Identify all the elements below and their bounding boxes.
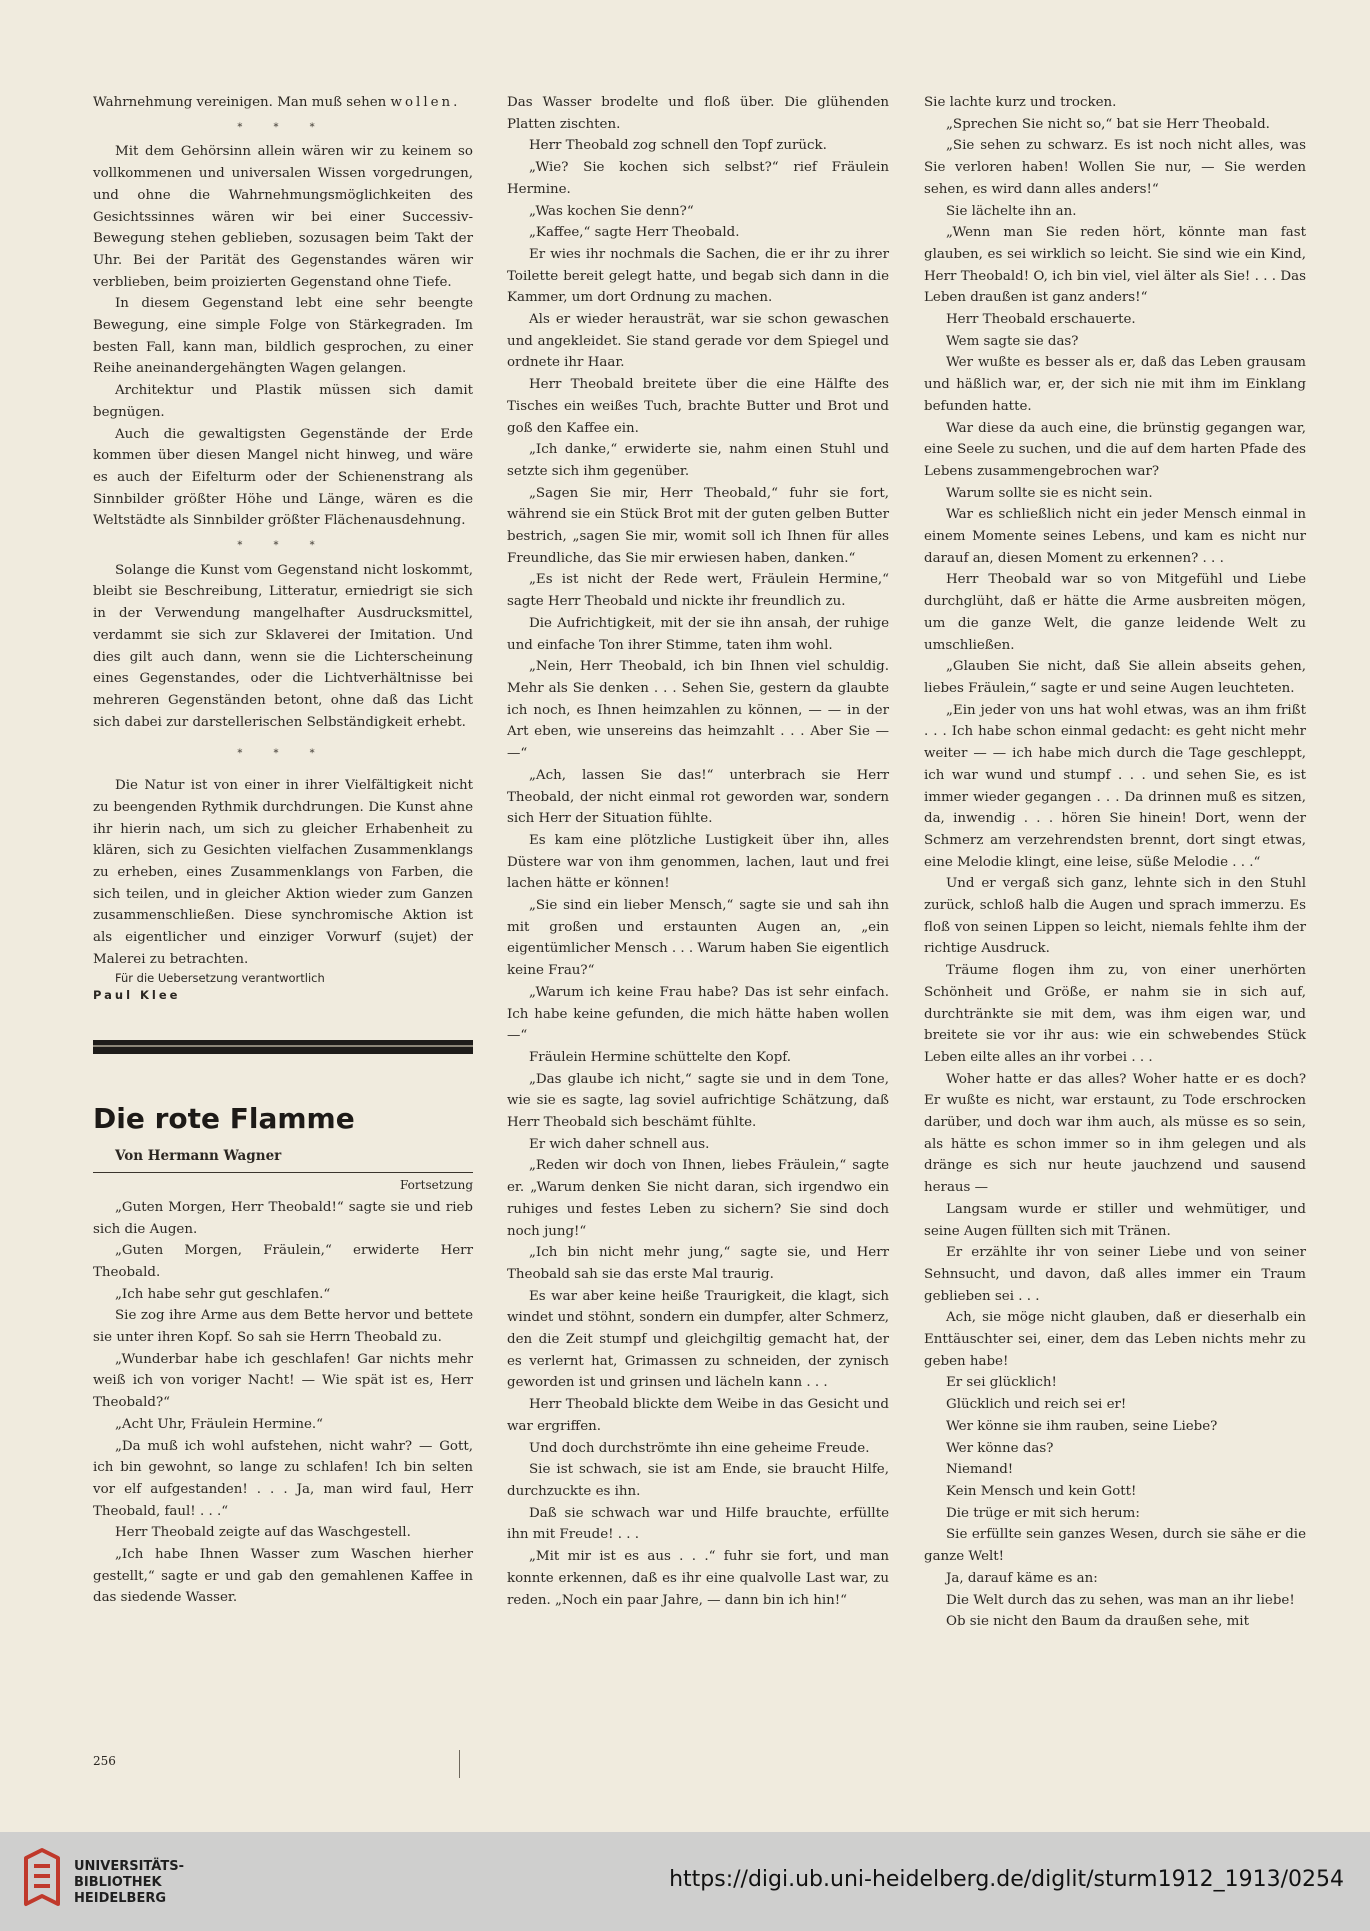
story-author: Von Hermann Wagner <box>115 1148 282 1165</box>
library-name[interactable]: UNIVERSITÄTS- BIBLIOTHEK HEIDELBERG <box>74 1859 184 1906</box>
paragraph: Wer wußte es besser als er, daß das Leben grausam und häßlich war, er, der sich nie mit ihm im Einklang befunden hatte. <box>924 355 1306 414</box>
paragraph: Die Natur ist von einer in ihrer Vielfältigkeit nicht zu beengenden Rythmik durchdrungen. Die Kunst ahne ihr hierin nach, um sich zu gleicher Erhabenheit zu klären, sich zu Gesichten vielfachen Zusammenklangs zu erheben, eines Zusammenklangs von Farben, die sich teilen, und in gleicher Aktion wieder zum Ganzen zusammenschließen. Diese synchromische Aktion ist als eigentlicher und einziger Vorwurf (sujet) der Malerei zu betrachten. <box>93 778 473 967</box>
paragraph: Sie lachte kurz und trocken. <box>924 95 1117 110</box>
paragraph: „Guten Morgen, Fräulein,“ erwiderte Herr Theobald. <box>93 1243 473 1280</box>
paragraph: „Glauben Sie nicht, daß Sie allein abseits gehen, liebes Fräulein,“ sagte er und seine Augen leuchteten. <box>924 659 1306 696</box>
paragraph: „Wenn man Sie reden hört, könnte man fast glauben, es sei wirklich so leicht. Sie sind wie ein Kind, Herr Theobald! O, ich bin viel, viel älter als Sie! . . . Das Leben draußen ist ganz anders!“ <box>924 225 1306 306</box>
paragraph: „Sie sind ein lieber Mensch,“ sagte sie und sah ihn mit großen und erstaunten Augen an, „ein eigentümlicher Mensch . . . Warum haben Sie eigentlich keine Frau?“ <box>507 898 889 979</box>
continuation-label: Fortsetzung <box>400 1178 473 1193</box>
paragraph: „Guten Morgen, Herr Theobald!“ sagte sie und rieb sich die Augen. <box>93 1199 473 1237</box>
paragraph: Auch die gewaltigsten Gegenstände der Erde kommen über diesen Mangel nicht hinweg, und wäre es auch der Eifelturm oder der Schienenstrang als Sinnbilder größter Höhe und Länge, wären es die Weltstädte als Sinnbilder größter Flächenausdehnung. <box>93 426 473 529</box>
paragraph: „Mit mir ist es aus . . .“ fuhr sie fort, und man konnte erkennen, daß es ihr eine qualvolle Last war, zu reden. „Noch ein paar Jahre, — dann bin ich hin!“ <box>507 1549 889 1608</box>
paragraph: Und doch durchströmte ihn eine geheime Freude. <box>529 1440 870 1456</box>
section-separator: * * * <box>237 121 329 133</box>
library-logo-icon[interactable] <box>18 1846 66 1912</box>
paragraph: „Was kochen Sie denn?“ <box>529 203 694 219</box>
section-2 <box>93 560 473 734</box>
column-1 <box>93 92 473 1609</box>
paragraph: Fräulein Hermine schüttelte den Kopf. <box>529 1049 791 1065</box>
paragraph: War es schließlich nicht ein jeder Mensch einmal in einem Momente seines Lebens, und kam es nicht nur darauf an, diesen Moment zu erkennen? . . . <box>924 507 1306 566</box>
paragraph: „Es ist nicht der Rede wert, Fräulein Hermine,“ sagte Herr Theobald und nickte ihr freundlich zu. <box>507 572 889 610</box>
paragraph: „Acht Uhr, Fräulein Hermine.“ <box>115 1416 324 1432</box>
section-separator: * * * <box>237 540 329 552</box>
paragraph: Die trüge er mit sich herum: <box>946 1505 1140 1521</box>
paragraph: „Sie sehen zu schwarz. Es ist noch nicht alles, was Sie verloren haben! Wollen Sie nur, — Sie werden sehen, es wird dann alles anders!“ <box>924 138 1306 197</box>
paragraph: Langsam wurde er stiller und wehmütiger, und seine Augen füllten sich mit Tränen. <box>924 1201 1306 1239</box>
translator-name: Paul Klee <box>93 988 181 1003</box>
paragraph: „Das glaube ich nicht,“ sagte sie und in dem Tone, wie sie es sagte, lag soviel aufrichtige Schätzung, daß Herr Theobald sich beschämt fühlte. <box>507 1071 889 1131</box>
paragraph: War diese da auch eine, die brünstig gegangen war, eine Seele zu suchen, und die auf dem harten Pfade des Lebens zusammengebrochen war? <box>924 420 1306 479</box>
paragraph: Woher hatte er das alles? Woher hatte er es doch? Er wußte es nicht, war erstaunt, zu Tode erschrocken darüber, und doch war ihm auch, als müsse es so sein, als hätte es schon immer so in ihm gelegen und als dränge es sich nur heute jauchzend und sausend heraus — <box>924 1071 1306 1196</box>
paragraph: Architektur und Plastik müssen sich damit begnügen. <box>93 383 473 420</box>
paragraph: „Ach, lassen Sie das!“ unterbrach sie Herr Theobald, der nicht einmal rot geworden war, sondern sich Herr der Situation fühlte. <box>507 767 889 827</box>
paragraph: „Ein jeder von uns hat wohl etwas, was an ihm frißt . . . Ich habe schon einmal gedacht: es geht nicht mehr weiter — — ich habe mich durch die Tage geschleppt, ich war wund und stumpf . . . und sehen Sie, es ist immer wieder gegangen . . . Da drinnen muß es sitzen, da, inwendig . . . hören Sie hinein! Dort, wenn der Schmerz am verzehrendsten brennt, dort singt etwas, eine Melodie klingt, eine leise, süße Melodie . . .“ <box>924 702 1306 870</box>
paragraph: Herr Theobald zog schnell den Topf zurück. <box>529 138 827 154</box>
paragraph: Sie lächelte ihn an. <box>946 203 1077 219</box>
paragraph: „Sagen Sie mir, Herr Theobald,“ fuhr sie fort, während sie ein Stück Brot mit der guten gelben Butter bestrich, „sagen Sie mir, womit soll ich Ihnen für alles Freundliche, das Sie mir erwiesen haben, danken.“ <box>507 485 889 566</box>
paragraph: „Wie? Sie kochen sich selbst?“ rief Fräulein Hermine. <box>507 160 889 197</box>
column-2 <box>507 92 889 1611</box>
paragraph: „Da muß ich wohl aufstehen, nicht wahr? — Gott, ich bin gewohnt, so lange zu schlafen! Ich bin selten vor elf aufgestanden! . . . Ja, man wird faul, Herr Theobald, faul! . . .“ <box>93 1438 473 1519</box>
paragraph: Er sei glücklich! <box>946 1375 1057 1391</box>
paragraph: Herr Theobald erschauerte. <box>946 312 1136 328</box>
paragraph: Mit dem Gehörsinn allein wären wir zu keinem so vollkommenen und universalen Wissen vorgedrungen, und ohne die Wahrnehmungsmöglichkeiten des Gesichtssinnes wären wir bei einer Successiv-Bewegung stehen geblieben, sozusagen beim Takt der Uhr. Bei der Parität des Gegenstandes wären wir verblieben, beim proizierten Gegenstand ohne Tiefe. <box>93 144 473 290</box>
gutter-mark <box>459 1750 460 1778</box>
paragraph: Herr Theobald war so von Mitgefühl und Liebe durchglüht, daß er hätte die Arme ausbreiten mögen, um die ganze Welt, die ganze leidende Welt zu umschließen. <box>924 572 1306 653</box>
paragraph: Warum sollte sie es nicht sein. <box>946 485 1153 501</box>
paragraph: Und er vergaß sich ganz, lehnte sich in den Stuhl zurück, schloß halb die Augen und sprach immerzu. Es floß von seinen Lippen so leicht, niemals fehlte ihm der richtige Ausdruck. <box>924 876 1306 957</box>
paragraph: Er wich daher schnell aus. <box>529 1136 710 1152</box>
paragraph: Daß sie schwach war und Hilfe brauchte, erfüllte ihn mit Freude! . . . <box>507 1505 889 1543</box>
paragraph: „Ich bin nicht mehr jung,“ sagte sie, und Herr Theobald sah sie das erste Mal traurig. <box>507 1245 889 1282</box>
paragraph: Ja, darauf käme es an: <box>946 1570 1098 1586</box>
section-1 <box>93 141 473 532</box>
translator-credit: Für die Uebersetzung verantwortlich Paul Klee <box>93 971 325 1003</box>
divider <box>93 1172 473 1173</box>
paragraph: Es war aber keine heiße Traurigkeit, die klagt, sich windet und stöhnt, sondern ein dumpfer, alter Schmerz, den die Zeit stumpf und gleichgiltig gemacht hat, der es verlernt hat, Grimassen zu schneiden, der zynisch geworden ist und grinsen und lächeln kann . . . <box>507 1288 889 1391</box>
paragraph: Herr Theobald breitete über die eine Hälfte des Tisches ein weißes Tuch, brachte Butter und Brot und goß den Kaffee ein. <box>507 377 889 436</box>
paragraph: Wer könne sie ihm rauben, seine Liebe? <box>946 1418 1218 1434</box>
paragraph: „Sprechen Sie nicht so,“ bat sie Herr Theobald. <box>946 116 1270 132</box>
paragraph: „Kaffee,“ sagte Herr Theobald. <box>529 225 740 241</box>
source-url[interactable]: https://digi.ub.uni-heidelberg.de/diglit/sturm1912_1913/0254 <box>669 1867 1344 1892</box>
paragraph: Es kam eine plötzliche Lustigkeit über ihn, alles Düstere war von ihm genommen, lachen, laut und frei lachen hätte er können! <box>507 832 889 892</box>
paragraph: „Nein, Herr Theobald, ich bin Ihnen viel schuldig. Mehr als Sie denken . . . Sehen Sie, gestern da glaubte ich noch, es Ihnen heimzahlen zu können, — — in der Art eben, wie unsereins das heimzahlt . . . Aber Sie — —“ <box>507 659 889 762</box>
paragraph: Wer könne das? <box>946 1440 1054 1456</box>
section-3 <box>93 775 473 970</box>
paragraph: Wem sagte sie das? <box>946 333 1079 349</box>
paragraph: Sie ist schwach, sie ist am Ende, sie braucht Hilfe, durchzuckte es ihn. <box>507 1462 889 1499</box>
heavy-divider <box>93 1040 473 1054</box>
story-text <box>93 1197 473 1609</box>
paragraph: Er wies ihr nochmals die Sachen, die er ihr zu ihrer Toilette bereit gelegt hatte, und begab sich dann in die Kammer, um dort Ordnung zu machen. <box>507 246 889 306</box>
paragraph: „Ich danke,“ erwiderte sie, nahm einen Stuhl und setzte sich ihm gegenüber. <box>507 442 889 479</box>
paragraph: Wahrnehmung vereinigen. Man muß sehen wollen. <box>93 95 461 110</box>
paragraph: Herr Theobald blickte dem Weibe in das Gesicht und war ergriffen. <box>507 1397 889 1434</box>
paragraph: Glücklich und reich sei er! <box>946 1397 1127 1413</box>
paragraph: Träume flogen ihm zu, von einer unerhörten Schönheit und Größe, er nahm sie in sich auf, durchtränkte sie mit dem, was ihm eigen war, und breitete sie vor ihr aus: wie ein schwebendes Stück Leben eilte alles an ihr vorbei . . . <box>924 963 1306 1065</box>
paragraph: Kein Mensch und kein Gott! <box>946 1484 1137 1499</box>
paragraph: Als er wieder herausträt, war sie schon gewaschen und angekleidet. Sie stand gerade vor dem Spiegel und ordnete ihr Haar. <box>507 312 889 371</box>
column-3 <box>924 92 1306 1633</box>
paragraph: „Ich habe sehr gut geschlafen.“ <box>115 1286 331 1302</box>
paragraph: „Warum ich keine Frau habe? Das ist sehr einfach. Ich habe keine gefunden, die mich hätte haben wollen —“ <box>507 984 889 1044</box>
paragraph: Das Wasser brodelte und floß über. Die glühenden Platten zischten. <box>507 95 889 132</box>
viewer-footer <box>0 1832 1370 1931</box>
paragraph: Ob sie nicht den Baum da draußen sehe, mit <box>946 1614 1249 1630</box>
paragraph: In diesem Gegenstand lebt eine sehr beengte Bewegung, eine simple Folge von Stärkegraden. Im besten Fall, kann man, bildlich gesprochen, zu einer Reihe aneinandergehängten Wagen gelangen. <box>93 296 473 377</box>
section-separator: * * * <box>237 748 329 760</box>
paragraph: Er erzählte ihr von seiner Liebe und von seiner Sehnsucht, und davon, daß alles immer ein Traum geblieben sei . . . <box>924 1245 1306 1304</box>
paragraph: Die Aufrichtigkeit, mit der sie ihn ansah, der ruhige und einfache Ton ihrer Stimme, taten ihm wohl. <box>507 615 889 653</box>
paragraph: „Ich habe Ihnen Wasser zum Waschen hierher gestellt,“ sagte er und gab den gemahlenen Kaffee in das siedende Wasser. <box>93 1547 473 1606</box>
paragraph: „Wunderbar habe ich geschlafen! Gar nichts mehr weiß ich von voriger Nacht! — Wie spät ist es, Herr Theobald?“ <box>93 1351 473 1411</box>
paragraph: Niemand! <box>946 1462 1014 1478</box>
paragraph: Solange die Kunst vom Gegenstand nicht loskommt, bleibt sie Beschreibung, Litteratur, erniedrigt sie sich in der Verwendung mangelhafter Ausdrucksmittel, verdammt sie sich zur Sklaverei der Imitation. Und dies gilt auch dann, wenn sie die Lichterscheinung eines Gegenstandes, oder die Lichtverhältnisse bei mehreren Gegenständen betont, ohne daß das Licht sich dabei zur darstellerischen Selbständigkeit erhebt. <box>93 562 473 730</box>
story-title: Die rote Flamme <box>93 1102 355 1136</box>
paragraph: „Reden wir doch von Ihnen, liebes Fräulein,“ sagte er. „Warum denken Sie nicht daran, sich irgendwo ein ruhiges und festes Leben zu sichern? Sie sind doch noch jung!“ <box>507 1158 889 1239</box>
paragraph: Ach, sie möge nicht glauben, daß er dieserhalb ein Enttäuschter sei, einer, dem das Leben nichts mehr zu geben habe! <box>924 1310 1306 1369</box>
paragraph: Sie erfüllte sein ganzes Wesen, durch sie sähe er die ganze Welt! <box>924 1527 1306 1565</box>
page-number: 256 <box>93 1754 116 1768</box>
paragraph: Sie zog ihre Arme aus dem Bette hervor und bettete sie unter ihren Kopf. So sah sie Herrn Theobald zu. <box>93 1308 473 1346</box>
paragraph: Die Welt durch das zu sehen, was man an ihr liebe! <box>946 1592 1295 1608</box>
paragraph: Herr Theobald zeigte auf das Waschgestell. <box>115 1525 411 1541</box>
